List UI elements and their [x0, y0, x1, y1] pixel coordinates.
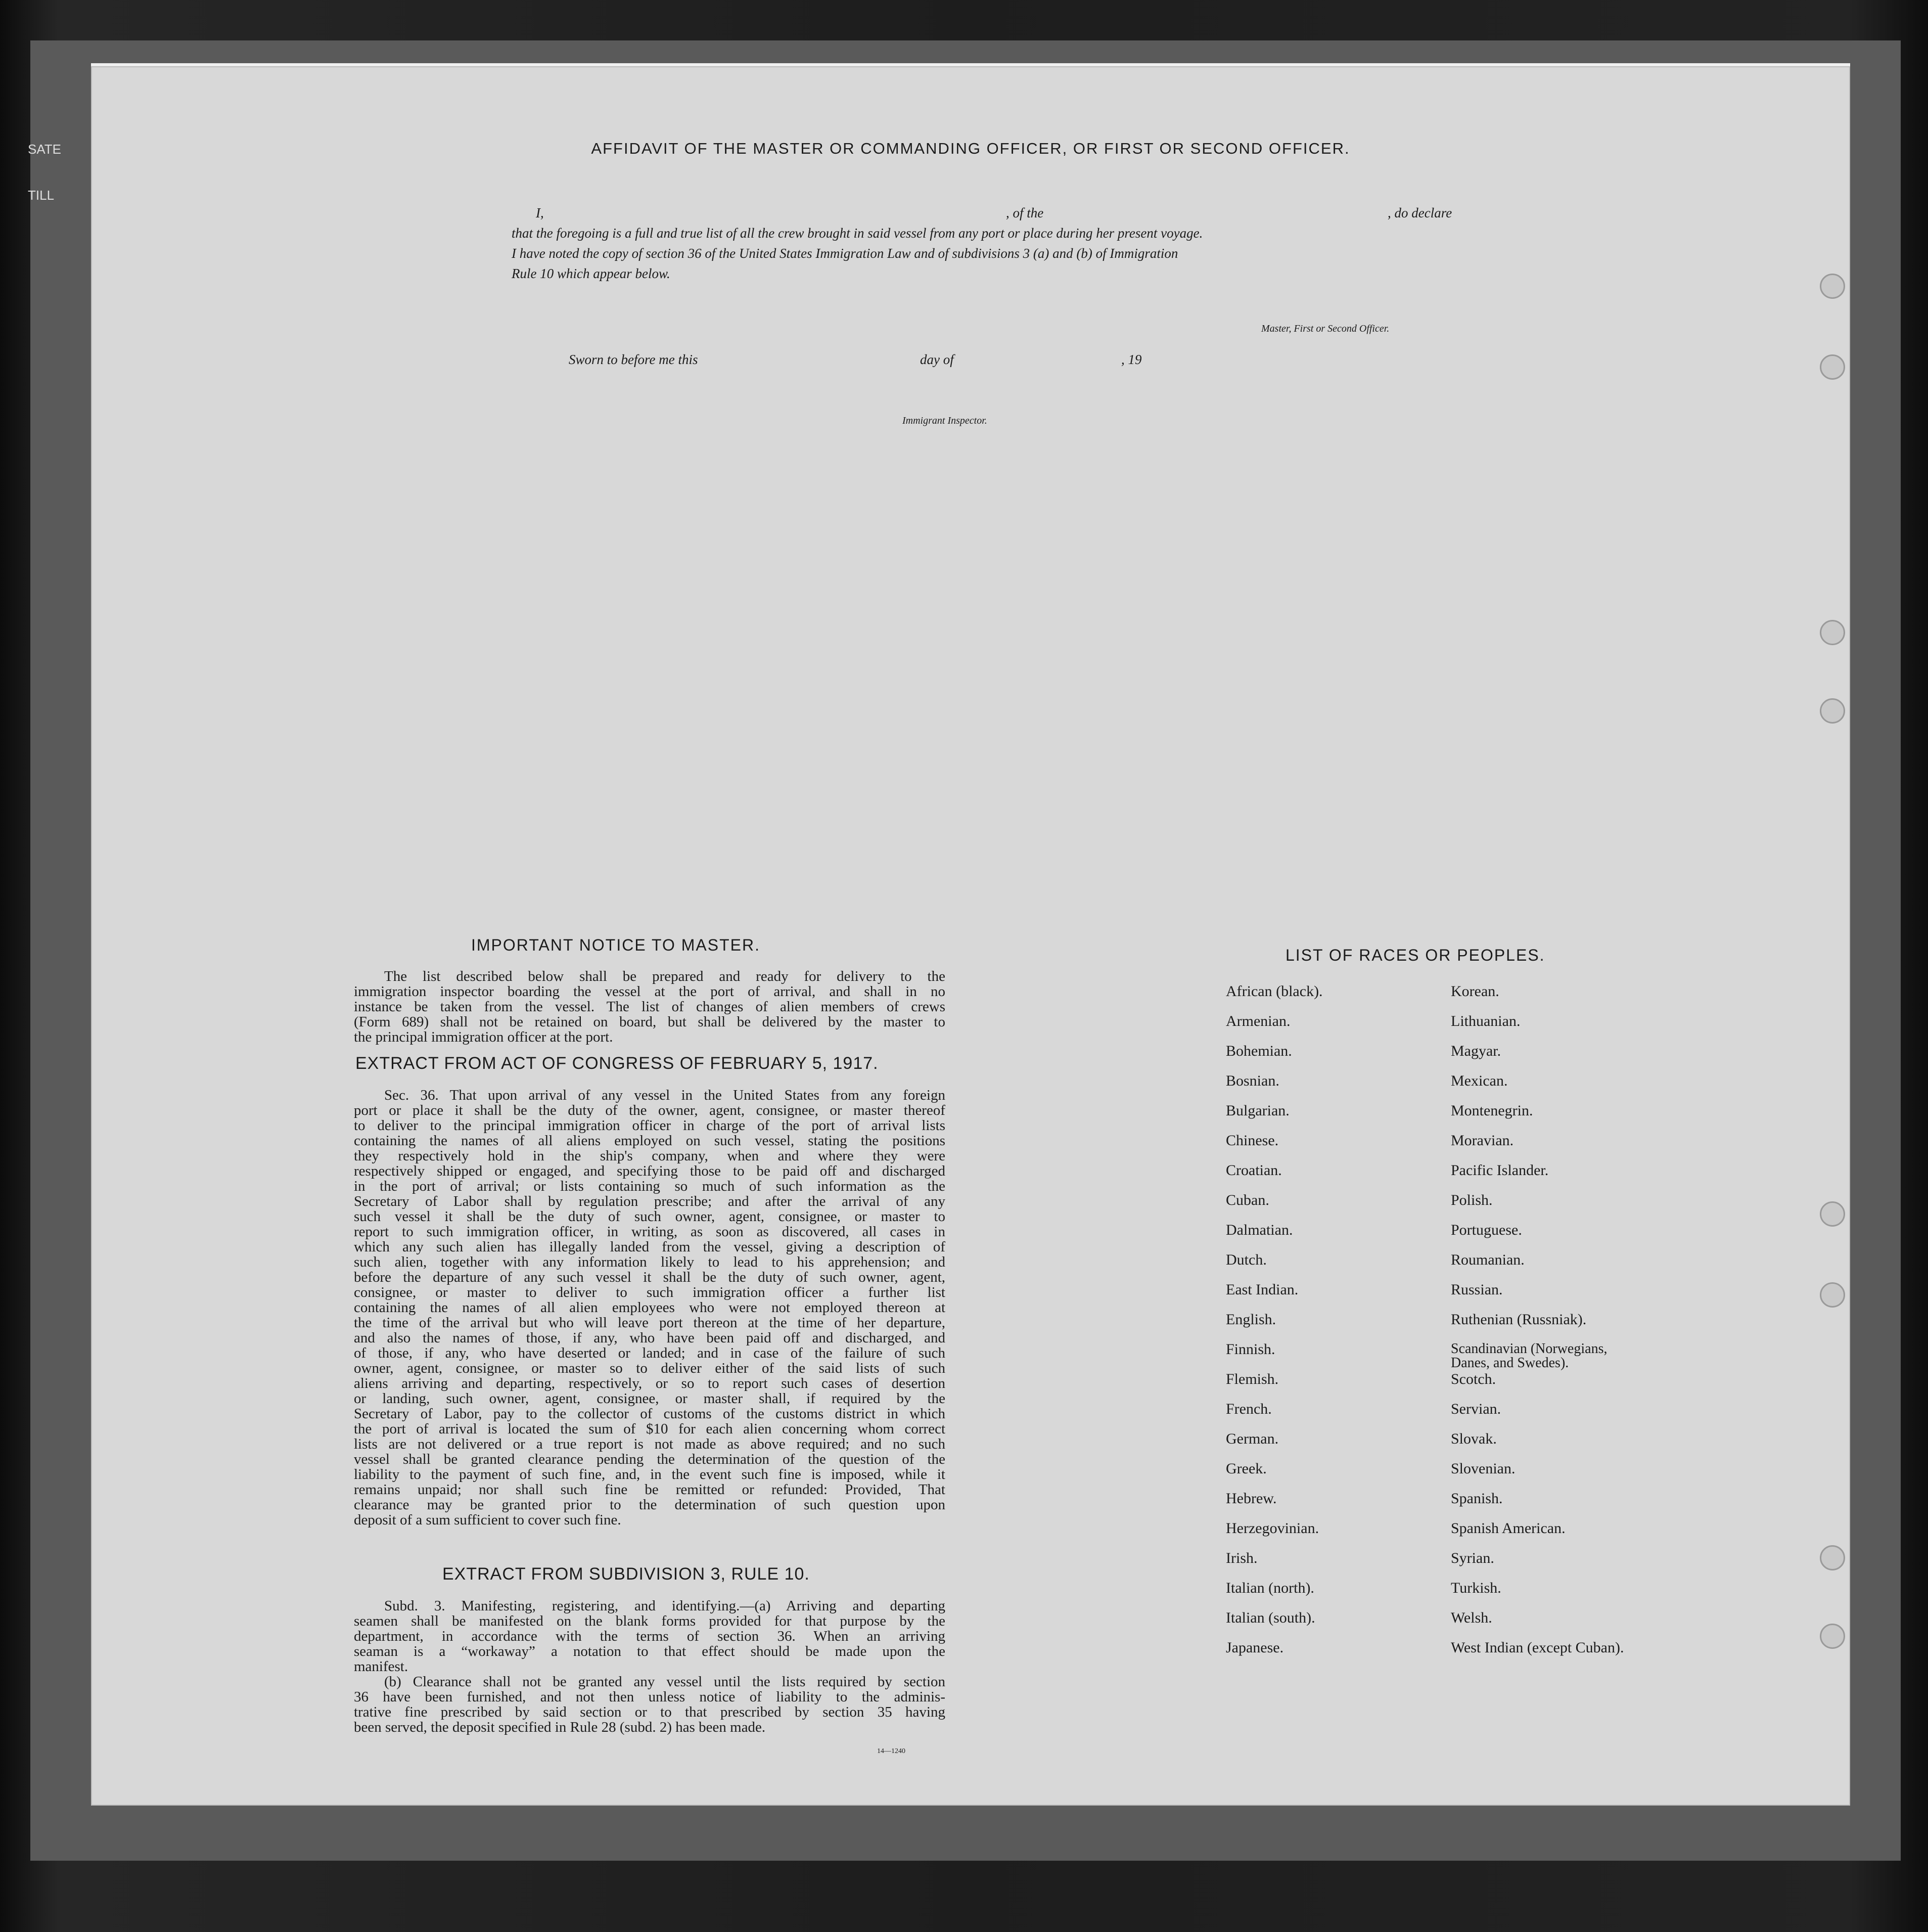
rule-extract-line: Subd. 3. Manifesting, registering, and identifying.—(a) Arriving and departing: [384, 1598, 945, 1614]
act-extract-line: Secretary of Labor shall by regulation prescribe; and after the arrival of any: [354, 1193, 945, 1209]
race-entry: Bosnian.: [1226, 1072, 1279, 1089]
sworn-year: , 19: [1121, 352, 1142, 367]
race-entry: Servian.: [1451, 1401, 1501, 1417]
act-extract-line: liability to the payment of such fine, and, in the event such fine is imposed, while it: [354, 1466, 945, 1482]
races-right-column: [1451, 984, 1624, 1670]
act-extract-line: to deliver to the principal immigration officer in charge of the port of arrival lists: [354, 1117, 945, 1134]
rule-extract-line: been served, the deposit specified in Rule 28 (subd. 2) has been made.: [354, 1719, 766, 1735]
race-entry: Armenian.: [1226, 1013, 1291, 1029]
race-entry: Irish.: [1226, 1550, 1258, 1566]
rule-extract-line: seamen shall be manifested on the blank forms provided for that purpose by the: [354, 1613, 945, 1629]
race-entry: English.: [1226, 1311, 1276, 1328]
declaration-line-4: Rule 10 which appear below.: [512, 266, 670, 281]
race-entry: Spanish American.: [1451, 1520, 1566, 1537]
act-extract-line: of those, if any, who have deserted or landed; and in case of the failure of such: [354, 1345, 945, 1361]
act-extract-line: Sec. 36. That upon arrival of any vessel in the United States from any foreign: [384, 1087, 945, 1103]
act-extract-line: consignee, or master to deliver to such immigration officer a further list: [354, 1284, 945, 1300]
notice-line: instance be taken from the vessel. The list of changes of alien members of crews: [354, 999, 945, 1015]
race-entry: Pacific Islander.: [1451, 1162, 1549, 1179]
rule-extract-text: [354, 1598, 945, 1735]
race-entry: Roumanian.: [1451, 1251, 1525, 1268]
race-entry: Herzegovinian.: [1226, 1520, 1319, 1537]
act-extract-line: owner, agent, consignee, or master so to deliver either of the said lists of such: [354, 1360, 945, 1376]
act-extract-line: port or place it shall be the duty of the owner, agent, consignee, or master thereof: [354, 1102, 945, 1118]
notice-line: (Form 689) shall not be retained on board, but shall be delivered by the master to: [354, 1014, 945, 1030]
sworn-statement: Sworn to before me this: [569, 352, 698, 367]
act-extract-line: containing the names of all aliens employed on such vessel, stating the positions: [354, 1133, 945, 1149]
manifest-back-page: [91, 63, 1850, 1806]
act-extract-line: respectively shipped or engaged, and specifying those to be paid off and discharged: [354, 1163, 945, 1179]
race-entry: Bohemian.: [1226, 1043, 1292, 1059]
sworn-day-of: day of: [920, 352, 954, 367]
affidavit-title: AFFIDAVIT OF THE MASTER OR COMMANDING OFFICER, OR FIRST OR SECOND OFFICER.: [591, 140, 1350, 157]
race-entry: Hebrew.: [1226, 1490, 1277, 1507]
race-entry: Montenegrin.: [1451, 1102, 1533, 1119]
race-entry: African (black).: [1226, 983, 1323, 1000]
declaration-name-prefix: I,: [536, 205, 544, 220]
notice-heading: IMPORTANT NOTICE TO MASTER.: [471, 936, 760, 954]
act-extract-line: Secretary of Labor, pay to the collector of customs of the customs district in which: [354, 1406, 945, 1422]
act-extract-line: and also the names of those, if any, who have been paid off and discharged, and: [354, 1330, 945, 1346]
act-extract-line: they respectively hold in the ship's company, when and where they were: [354, 1148, 945, 1164]
declaration-of-the: , of the: [1006, 205, 1044, 220]
race-entry: German.: [1226, 1430, 1279, 1447]
act-extract-text: [354, 1088, 945, 1527]
race-entry: Italian (south).: [1226, 1609, 1315, 1626]
race-entry: Polish.: [1451, 1192, 1493, 1208]
race-entry: Croatian.: [1226, 1162, 1282, 1179]
rule-extract-heading: EXTRACT FROM SUBDIVISION 3, RULE 10.: [442, 1564, 810, 1584]
punch-hole: [1820, 620, 1845, 645]
race-entry: Italian (north).: [1226, 1580, 1314, 1596]
act-extract-line: in the port of arrival; or lists containing so much of such information as the: [354, 1178, 945, 1194]
race-entry: Welsh.: [1451, 1609, 1492, 1626]
punch-hole: [1820, 698, 1845, 724]
races-heading: LIST OF RACES OR PEOPLES.: [1286, 946, 1545, 964]
punch-hole: [1820, 1282, 1845, 1308]
race-entry: Dalmatian.: [1226, 1222, 1293, 1238]
act-extract-line: the time of the arrival but who will leave port thereon at the time of her departure,: [354, 1315, 945, 1331]
rule-extract-line: department, in accordance with the terms of section 36. When an arriving: [354, 1628, 945, 1644]
act-extract-line: which any such alien has illegally landed from the vessel, giving a description of: [354, 1239, 945, 1255]
race-entry: Spanish.: [1451, 1490, 1503, 1507]
race-entry: Magyar.: [1451, 1043, 1501, 1059]
form-number: 14—1240: [877, 1747, 905, 1755]
declaration-line-3: I have noted the copy of section 36 of the United States Immigration Law and of subdivisions 3 (a) and (b) of Immigration: [512, 246, 1178, 261]
notice-line: immigration inspector boarding the vessel at the port of arrival, and shall in no: [354, 983, 945, 1000]
rule-extract-line: 36 have been furnished, and not then unless notice of liability to the adminis-: [354, 1689, 945, 1705]
act-extract-line: clearance may be granted prior to the determination of such question upon: [354, 1497, 945, 1513]
act-extract-heading: EXTRACT FROM ACT OF CONGRESS OF FEBRUARY 5, 1917.: [355, 1054, 879, 1073]
act-extract-line: aliens arriving and departing, respectively, or so to report such cases of desertion: [354, 1375, 945, 1391]
race-entry: Scotch.: [1451, 1371, 1496, 1387]
punch-hole: [1820, 274, 1845, 299]
race-entry: Chinese.: [1226, 1132, 1279, 1149]
act-extract-line: before the departure of any such vessel it shall be the duty of such owner, agent,: [354, 1269, 945, 1285]
race-entry: Cuban.: [1226, 1192, 1269, 1208]
race-entry: French.: [1226, 1401, 1272, 1417]
punch-hole: [1820, 1624, 1845, 1649]
race-entry: Moravian.: [1451, 1132, 1514, 1149]
race-entry: West Indian (except Cuban).: [1451, 1639, 1624, 1656]
act-extract-line: such alien, together with any information likely to lead to his apprehension; and: [354, 1254, 945, 1270]
races-left-column: [1226, 984, 1323, 1670]
rule-extract-line: manifest.: [354, 1658, 408, 1675]
act-extract-line: such vessel it shall be the duty of such owner, agent, consignee, or master to: [354, 1208, 945, 1225]
inspector-signature-label: Immigrant Inspector.: [902, 415, 987, 426]
act-extract-line: vessel shall be granted clearance pending the determination of the question of the: [354, 1451, 945, 1467]
race-entry: Flemish.: [1226, 1371, 1279, 1387]
race-entry: Scandinavian (Norwegians, Danes, and Swedes).: [1451, 1341, 1608, 1371]
act-extract-line: containing the names of all alien employees who were not employed thereon at: [354, 1299, 945, 1316]
race-entry: Japanese.: [1226, 1639, 1284, 1656]
rule-extract-line: (b) Clearance shall not be granted any vessel until the lists required by section: [384, 1674, 945, 1690]
act-extract-line: or landing, such owner, agent, consignee, or master shall, if required by the: [354, 1390, 945, 1407]
act-extract-line: report to such immigration officer, in writing, as soon as discovered, all cases in: [354, 1224, 945, 1240]
punch-hole: [1820, 1201, 1845, 1227]
act-extract-line: deposit of a sum sufficient to cover such fine.: [354, 1512, 621, 1528]
race-entry: Slovenian.: [1451, 1460, 1516, 1477]
left-stub-text: [28, 142, 96, 293]
race-entry: Ruthenian (Russniak).: [1451, 1311, 1587, 1328]
act-extract-line: remains unpaid; nor shall such fine be remitted or refunded: Provided, That: [354, 1481, 945, 1498]
notice-line: the principal immigration officer at the port.: [354, 1029, 613, 1045]
notice-line: The list described below shall be prepared and ready for delivery to the: [384, 968, 945, 984]
rule-extract-line: seaman is a “workaway” a notation to that effect should be made upon the: [354, 1643, 945, 1659]
race-entry: Russian.: [1451, 1281, 1503, 1298]
race-entry: Dutch.: [1226, 1251, 1267, 1268]
race-entry: Turkish.: [1451, 1580, 1501, 1596]
race-entry: Finnish.: [1226, 1341, 1275, 1358]
declaration-do-declare: , do declare: [1388, 205, 1452, 220]
notice-text: [354, 969, 945, 1045]
race-entry: Bulgarian.: [1226, 1102, 1290, 1119]
act-extract-line: lists are not delivered or a true report is not made as above required; and no such: [354, 1436, 945, 1452]
race-entry: Greek.: [1226, 1460, 1267, 1477]
race-entry: East Indian.: [1226, 1281, 1299, 1298]
race-entry: Mexican.: [1451, 1072, 1508, 1089]
punch-hole: [1820, 1545, 1845, 1570]
punch-hole: [1820, 354, 1845, 380]
stub-label: TILL: [28, 188, 55, 203]
master-signature-label: Master, First or Second Officer.: [1261, 323, 1390, 334]
declaration-line-2: that the foregoing is a full and true list of all the crew brought in said vessel from any port or place during her present voyage.: [512, 226, 1203, 241]
race-entry: Portuguese.: [1451, 1222, 1522, 1238]
stub-label: SATE: [28, 142, 61, 157]
race-entry: Slovak.: [1451, 1430, 1497, 1447]
rule-extract-line: trative fine prescribed by said section or to that prescribed by section 35 having: [354, 1704, 945, 1720]
act-extract-line: the port of arrival is located the sum of $10 for each alien concerning whom correct: [354, 1421, 945, 1437]
race-entry: Lithuanian.: [1451, 1013, 1521, 1029]
race-entry: Korean.: [1451, 983, 1499, 1000]
race-entry: Syrian.: [1451, 1550, 1494, 1566]
